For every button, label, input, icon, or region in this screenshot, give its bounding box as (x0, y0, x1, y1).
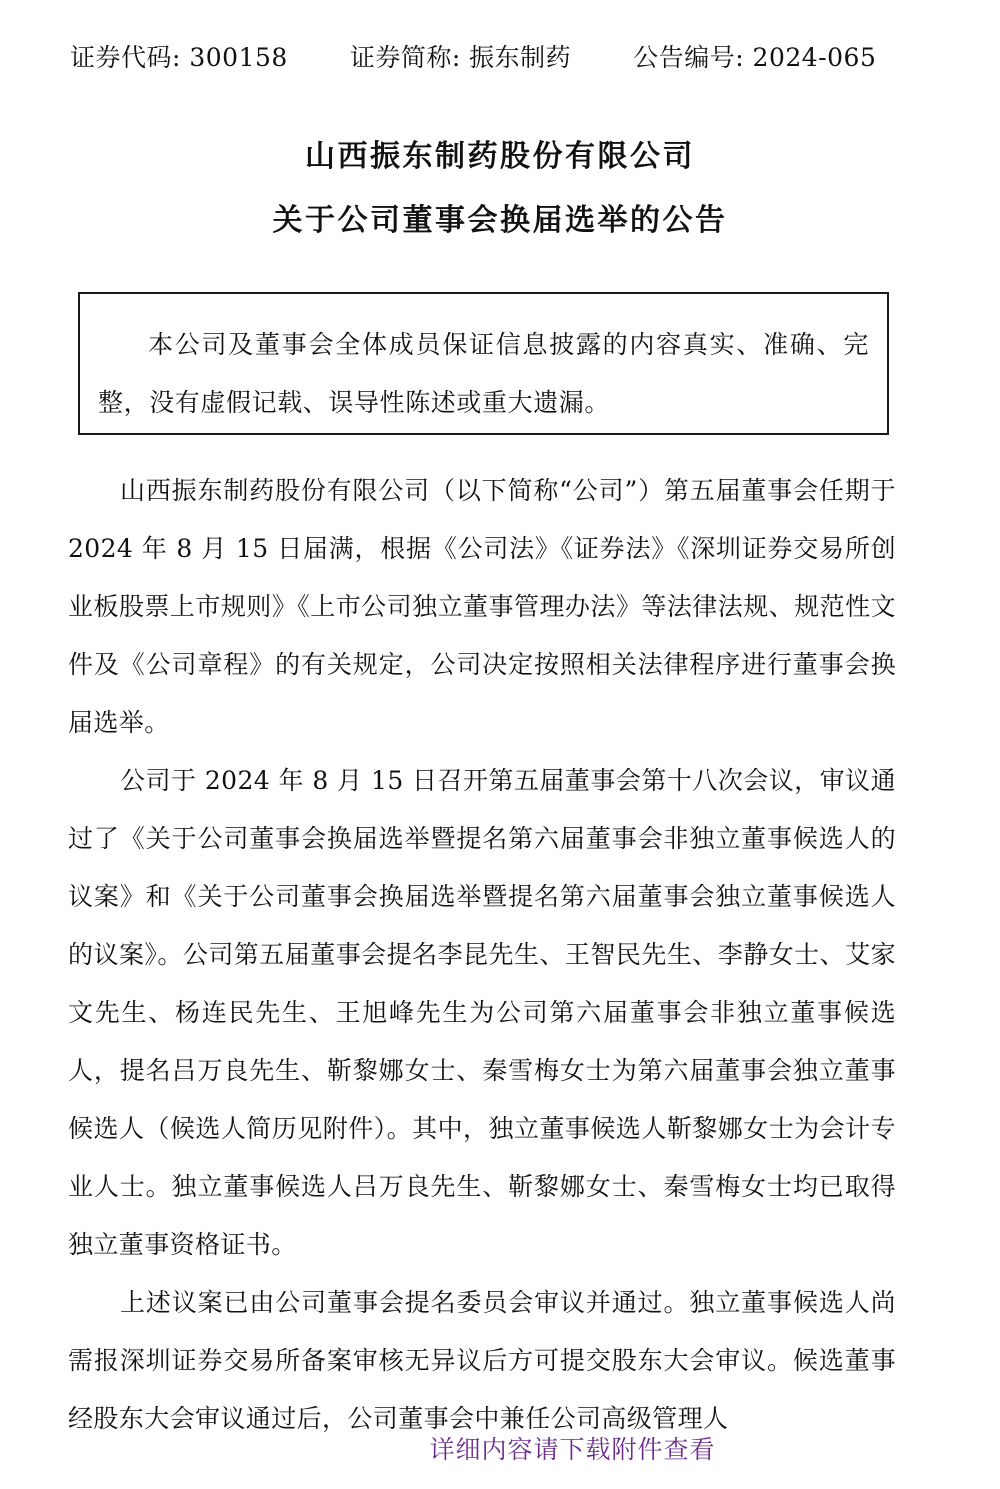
attachment-note-text[interactable]: 详细内容请下载附件查看 (429, 1435, 716, 1464)
company-name-title: 山西振东制药股份有限公司 (305, 139, 695, 174)
attachment-note[interactable] (0, 1430, 1000, 1466)
announcement-subject-title: 关于公司董事会换届选举的公告 (272, 203, 728, 238)
body-paragraph-2: 公司于 2024 年 8 月 15 日召开第五届董事会第十八次会议，审议通过了《关于公司董事会换届选举暨提名第六届董事会非独立董事候选人的议案》和《关于公司董事会换届选举暨提名第六届董事会独立董事候选人的议案》。公司第五届董事会提名李昆先生、王智民先生、李静女士、艾家文先生、杨连民先生、王旭峰先生为公司第六届董事会非独立董事候选人，提名吕万良先生、靳黎娜女士、秦雪梅女士为第六届董事会独立董事候选人（候选人简历见附件）。其中，独立董事候选人靳黎娜女士为会计专业人士。独立董事候选人吕万良先生、靳黎娜女士、秦雪梅女士均已取得独立董事资格证书。 (68, 766, 896, 1259)
disclaimer-box (78, 292, 889, 435)
document-body (68, 462, 896, 1448)
announcement-number: 公告编号: 2024-065 (633, 43, 877, 72)
title-block (0, 139, 1000, 238)
disclaimer-text: 本公司及董事会全体成员保证信息披露的内容真实、准确、完整，没有虚假记载、误导性陈述或重大遗漏。 (98, 330, 869, 417)
body-paragraph-3: 上述议案已由公司董事会提名委员会审议并通过。独立董事候选人尚需报深圳证券交易所备案审核无异议后方可提交股东大会审议。候选董事经股东大会审议通过后，公司董事会中兼任公司高级管理人 (68, 1288, 896, 1433)
body-paragraph-1: 山西振东制药股份有限公司（以下简称“公司”）第五届董事会任期于 2024 年 8 月 15 日届满，根据《公司法》《证券法》《深圳证券交易所创业板股票上市规则》《上市公司独立董事管理办法》等法律法规、规范性文件及《公司章程》的有关规定，公司决定按照相关法律程序进行董事会换届选举。 (68, 476, 896, 737)
security-abbreviation: 证券简称: 振东制药 (349, 43, 572, 72)
security-code: 证券代码: 300158 (70, 43, 288, 72)
document-header (70, 38, 930, 74)
